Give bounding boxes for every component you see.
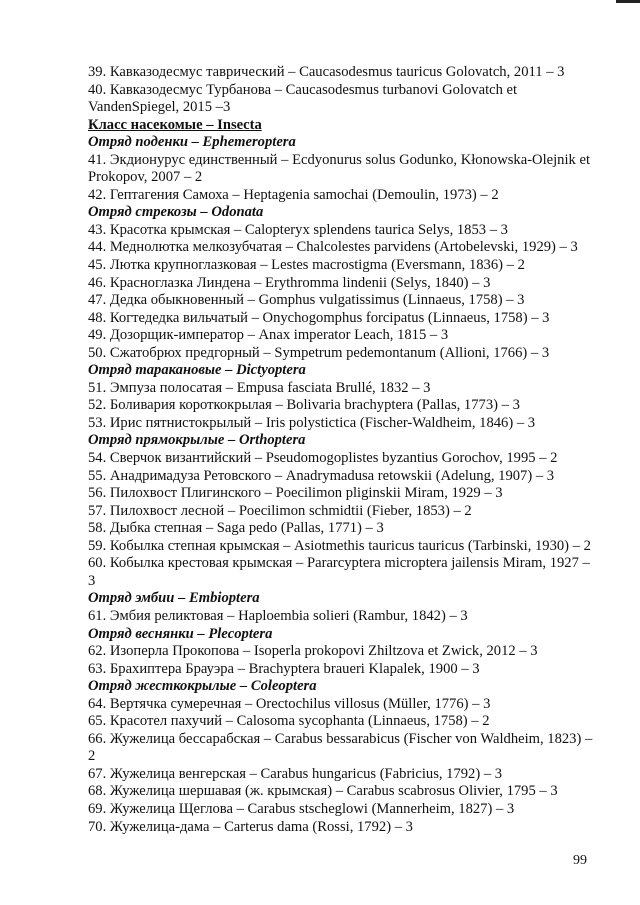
species-entry: 61. Эмбия реликтовая – Haploembia solieri (Rambur, 1842) – 3	[88, 607, 468, 624]
species-entry: 68. Жужелица шершавая (ж. крымская) – Carabus scabrosus Olivier, 1795 – 3	[88, 783, 558, 800]
species-entry: 46. Красноглазка Линдена – Erythromma lindenii (Selys, 1840) – 3	[88, 274, 491, 291]
page-number: 99	[573, 853, 587, 868]
species-list	[88, 64, 596, 836]
class-heading: Класс насекомые – Insecta	[88, 116, 262, 133]
species-entry: 55. Анадримадуза Ретовского – Anadrymadusa retowskii (Adelung, 1907) – 3	[88, 467, 555, 484]
species-entry: 66. Жужелица бессарабская – Carabus bessarabicus (Fischer von Waldheim, 1823) – 2	[88, 730, 593, 765]
order-heading: Отряд таракановые – Dictyoptera	[88, 362, 306, 379]
species-entry: 48. Когтедедка вильчатый – Onychogomphus forcipatus (Linnaeus, 1758) – 3	[88, 309, 550, 326]
species-entry: 51. Эмпуза полосатая – Empusa fasciata Brullé, 1832 – 3	[88, 379, 431, 396]
species-entry: 60. Кобылка крестовая крымская – Pararcyptera microptera jailensis Miram, 1927 – 3	[88, 555, 590, 589]
species-entry: 58. Дыбка степная – Saga pedo (Pallas, 1771) – 3	[88, 520, 384, 537]
species-entry: 40. Кавказодесмус Турбанова – Caucasodesmus turbanovi Golovatch et VandenSpiegel, 2015 –3	[88, 81, 518, 116]
order-heading: Отряд эмбии – Embioptera	[88, 590, 260, 607]
species-entry: 53. Ирис пятнистокрылый – Iris polystictica (Fischer-Waldheim, 1846) – 3	[88, 414, 536, 431]
species-entry: 43. Красотка крымская – Calopteryx splendens taurica Selys, 1853 – 3	[88, 221, 508, 238]
species-entry: 64. Вертячка сумеречная – Orectochilus villosus (Müller, 1776) – 3	[88, 695, 491, 712]
species-entry: 52. Боливария короткокрылая – Bolivaria brachyptera (Pallas, 1773) – 3	[88, 397, 520, 414]
species-entry: 59. Кобылка степная крымская – Asiotmethis tauricus tauricus (Tarbinski, 1930) – 2	[88, 537, 591, 554]
species-entry: 39. Кавказодесмус таврический – Caucasodesmus tauricus Golovatch, 2011 – 3	[88, 64, 565, 80]
order-heading: Отряд веснянки – Plecoptera	[88, 625, 273, 642]
order-heading: Отряд прямокрылые – Orthoptera	[88, 432, 306, 449]
species-entry: 47. Дедка обыкновенный – Gomphus vulgatissimus (Linnaeus, 1758) – 3	[88, 292, 525, 309]
species-entry: 56. Пилохвост Плигинского – Poecilimon pliginskii Miram, 1929 – 3	[88, 485, 503, 502]
species-entry: 44. Меднолютка мелкозубчатая – Chalcolestes parvidens (Artobelevski, 1929) – 3	[88, 239, 578, 256]
species-entry: 45. Лютка крупноглазковая – Lestes macrostigma (Eversmann, 1836) – 2	[88, 257, 525, 274]
species-entry: 42. Гептагения Самоха – Heptagenia samochai (Demoulin, 1973) – 2	[88, 186, 499, 203]
species-entry: 67. Жужелица венгерская – Carabus hungaricus (Fabricius, 1792) – 3	[88, 765, 503, 782]
scan-edge-mark	[616, 0, 640, 3]
species-entry: 50. Сжатобрюх предгорный – Sympetrum pedemontanum (Allioni, 1766) – 3	[88, 344, 550, 361]
species-entry: 49. Дозорщик-император – Anax imperator Leach, 1815 – 3	[88, 327, 449, 344]
order-heading: Отряд поденки – Ephemeroptera	[88, 134, 296, 151]
species-entry: 70. Жужелица-дама – Carterus dama (Rossi, 1792) – 3	[88, 818, 413, 835]
order-heading: Отряд стрекозы – Odonata	[88, 204, 264, 221]
species-entry: 54. Сверчок византийский – Pseudomogoplistes byzantius Gorochov, 1995 – 2	[88, 450, 558, 467]
species-entry: 69. Жужелица Щеглова – Carabus stscheglowi (Mannerheim, 1827) – 3	[88, 800, 515, 817]
species-entry: 57. Пилохвост лесной – Poecilimon schmidtii (Fieber, 1853) – 2	[88, 502, 472, 519]
species-entry: 62. Изоперла Прокопова – Isoperla prokopovi Zhiltzova et Zwick, 2012 – 3	[88, 643, 538, 660]
order-heading: Отряд жесткокрылые – Coleoptera	[88, 678, 317, 695]
species-entry: 63. Брахиптера Брауэра – Brachyptera braueri Klapalek, 1900 – 3	[88, 660, 480, 677]
species-entry: 41. Экдионурус единственный – Ecdyonurus solus Godunko, Kłonowska-Olejnik et Prokopov, 2007 – 2	[88, 151, 591, 186]
species-entry: 65. Красотел пахучий – Calosoma sycophanta (Linnaeus, 1758) – 2	[88, 713, 490, 730]
